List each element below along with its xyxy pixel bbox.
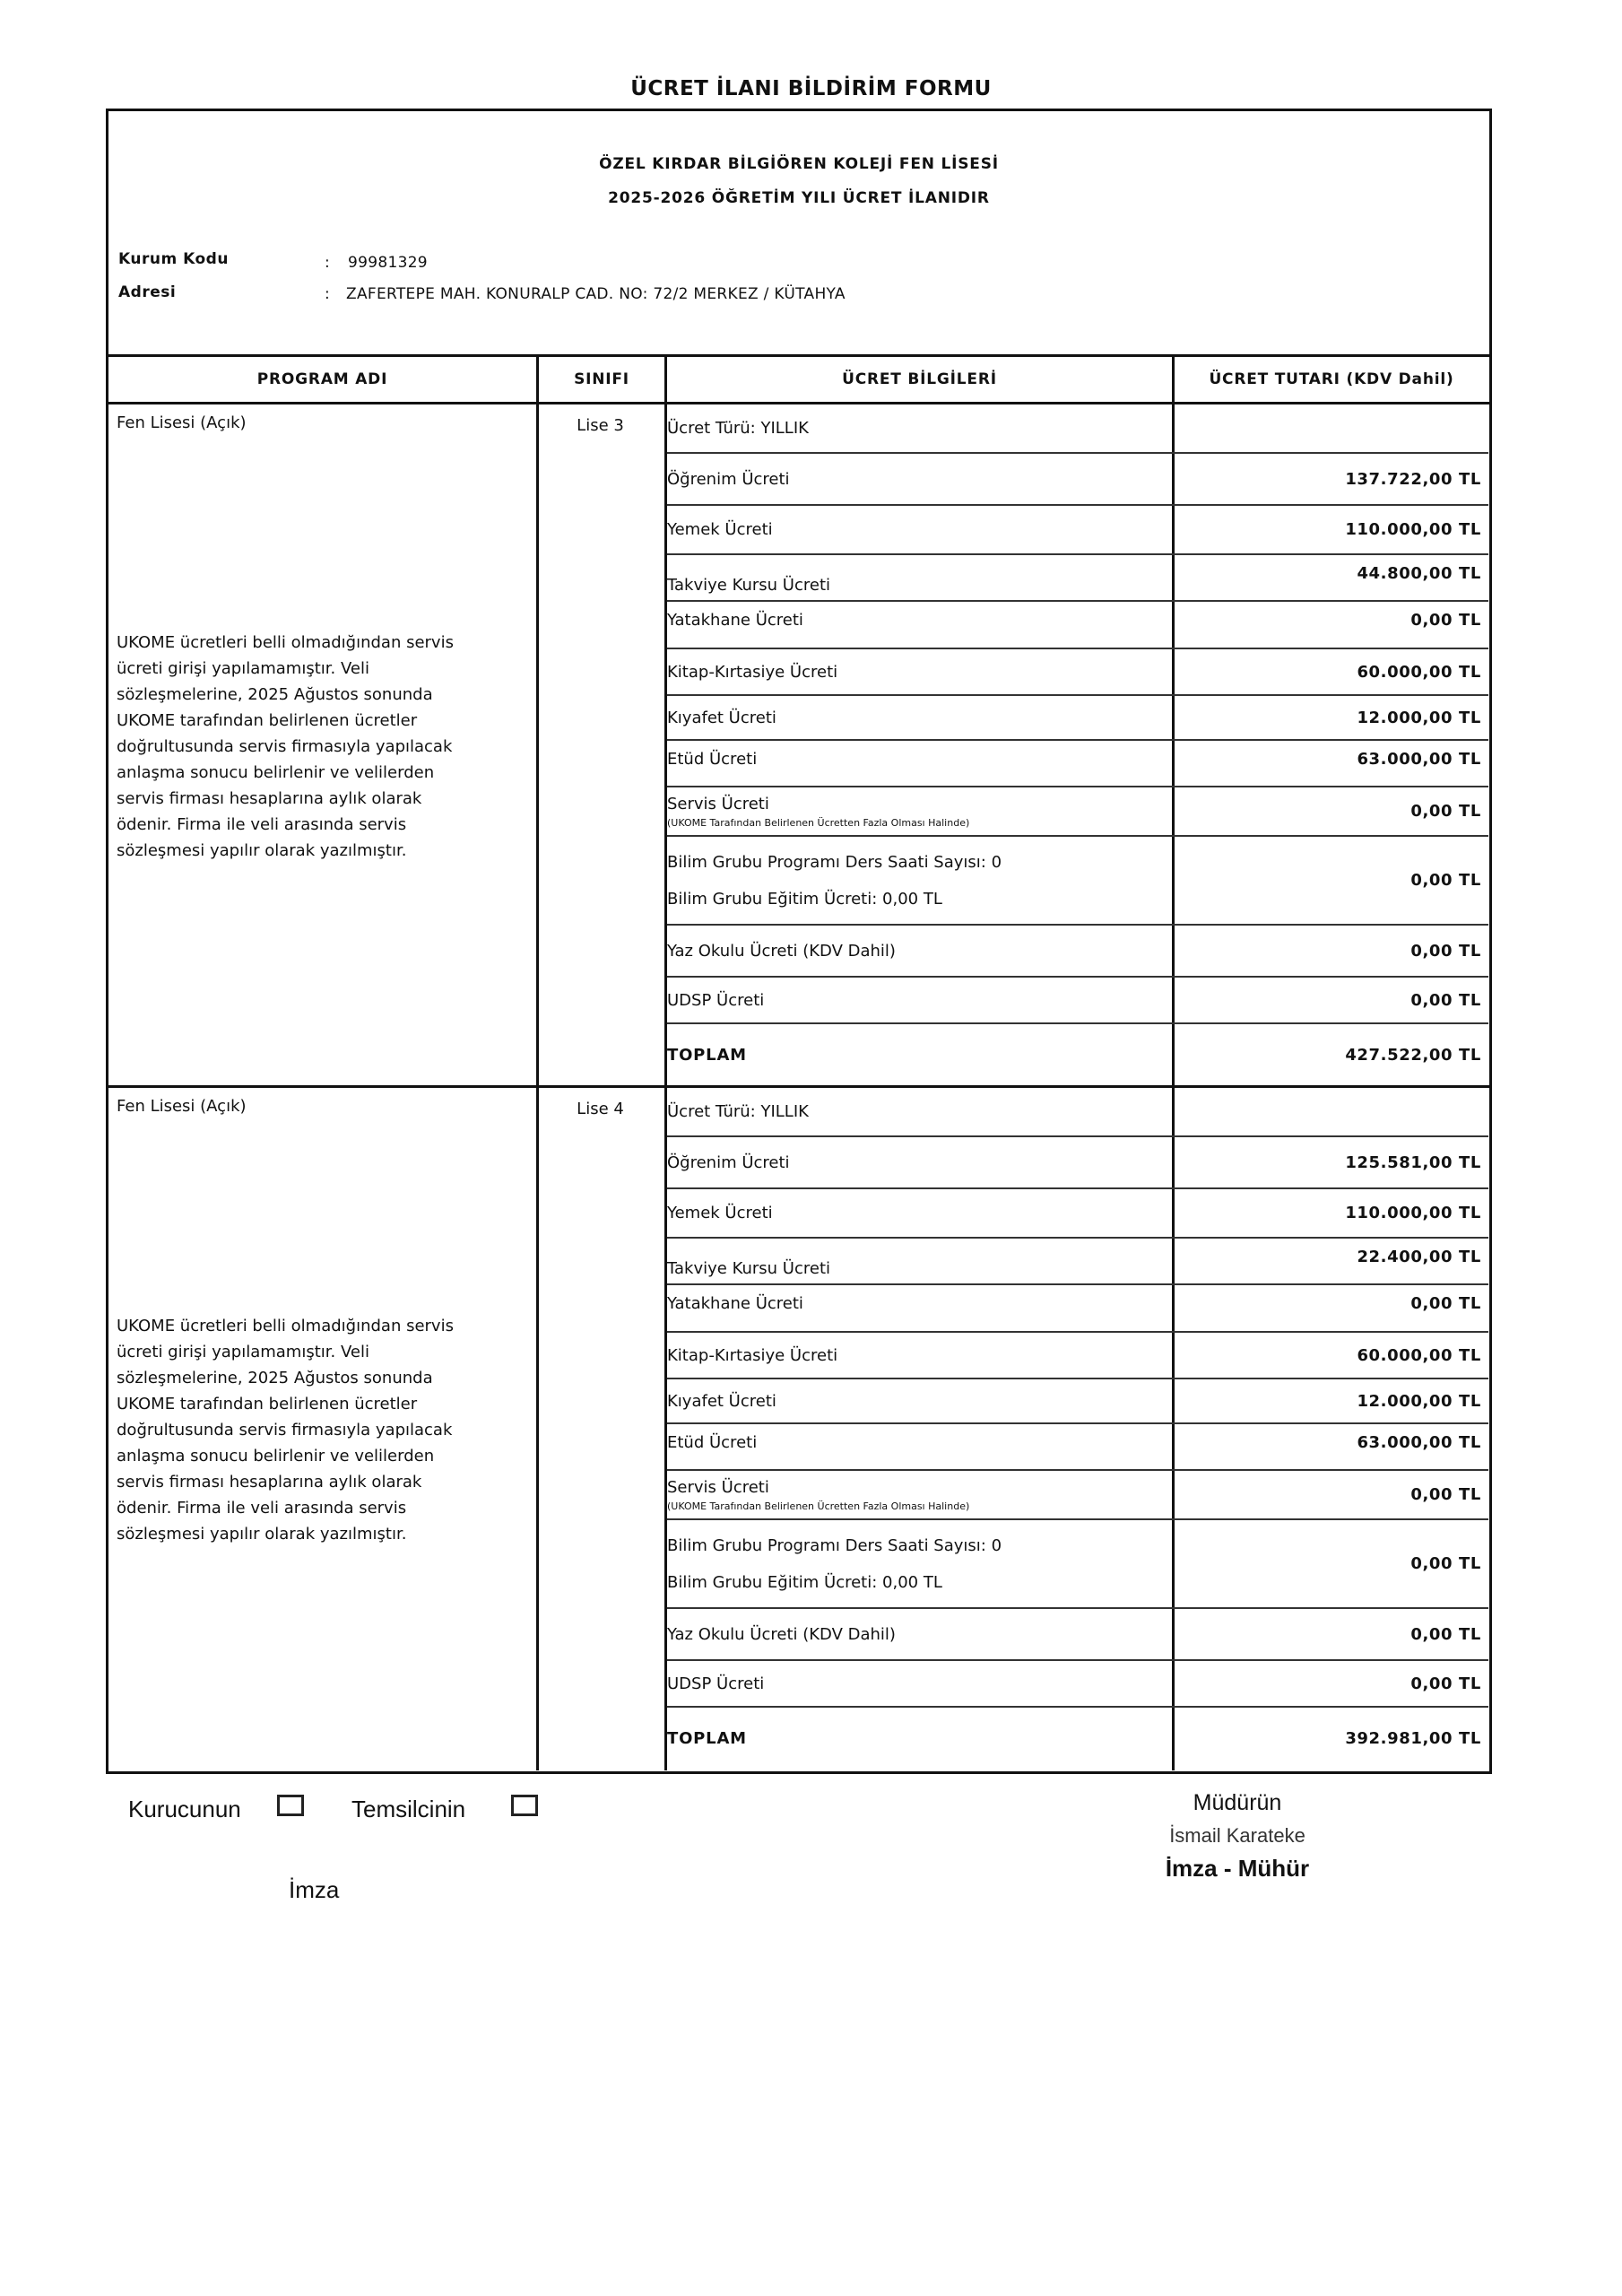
tuition-fee-label: Öğrenim Ücreti bbox=[667, 469, 790, 489]
sign-seal-label: İmza - Mühür bbox=[1165, 1855, 1310, 1882]
tuition-fee-label: Öğrenim Ücreti bbox=[667, 1152, 790, 1172]
program-name: Fen Lisesi (Açık) bbox=[117, 413, 247, 432]
school-name: ÖZEL KIRDAR BİLGİÖREN KOLEJİ FEN LİSESİ bbox=[599, 155, 999, 173]
meal-fee-label: Yemek Ücreti bbox=[667, 520, 773, 539]
udsp-fee-label: UDSP Ücreti bbox=[667, 990, 765, 1010]
address-label: Adresi bbox=[118, 283, 177, 301]
study-fee-amount: 63.000,00 TL bbox=[1357, 749, 1481, 769]
column-divider-1 bbox=[536, 354, 539, 1770]
course-fee-label: Takviye Kursu Ücreti bbox=[667, 575, 831, 595]
uniform-fee-label: Kıyafet Ücreti bbox=[667, 708, 776, 727]
science-group-label: Bilim Grubu Programı Ders Saati Sayısı: 0 Bilim Grubu Eğitim Ücreti: 0,00 TL bbox=[667, 1520, 1169, 1607]
header-program: PROGRAM ADI bbox=[256, 370, 388, 388]
total-label: TOPLAM bbox=[667, 1729, 747, 1748]
total-amount: 392.981,00 TL bbox=[1345, 1729, 1481, 1748]
course-fee-amount: 22.400,00 TL bbox=[1357, 1247, 1481, 1266]
study-fee-label: Etüd Ücreti bbox=[667, 749, 758, 769]
service-fee-note: UKOME ücretleri belli olmadığından servis ücreti girişi yapılamamıştır. Veli sözleşmelerine, 2025 Ağustos sonunda UKOME tarafından belirlenen ücretler doğrultusunda servis firmasıyla yapılacak anlaşma sonucu belirlenir ve velilerden servis firması hesaplarına aylık olarak ödenir. Firma ile veli arasında servis sözleşmesi yapılır olarak yazılmıştır. bbox=[117, 633, 454, 860]
total-label: TOPLAM bbox=[667, 1046, 747, 1065]
service-fee-sublabel: (UKOME Tarafından Belirlenen Ücretten Fazla Olması Halinde) bbox=[667, 1500, 970, 1512]
summer-school-amount: 0,00 TL bbox=[1410, 1624, 1481, 1644]
principal-name: İsmail Karateke bbox=[1169, 1824, 1305, 1847]
dormitory-fee-label: Yatakhane Ücreti bbox=[667, 1293, 803, 1313]
udsp-fee-amount: 0,00 TL bbox=[1410, 990, 1481, 1010]
service-fee-amount: 0,00 TL bbox=[1410, 802, 1481, 821]
dormitory-fee-label: Yatakhane Ücreti bbox=[667, 610, 803, 630]
service-fee-sublabel: (UKOME Tarafından Belirlenen Ücretten Fazla Olması Halinde) bbox=[667, 816, 970, 829]
summer-school-label: Yaz Okulu Ücreti (KDV Dahil) bbox=[667, 1624, 896, 1644]
institution-code-value: 99981329 bbox=[348, 254, 428, 272]
summer-school-label: Yaz Okulu Ücreti (KDV Dahil) bbox=[667, 941, 896, 961]
stationery-fee-amount: 60.000,00 TL bbox=[1357, 662, 1481, 682]
service-fee-amount: 0,00 TL bbox=[1410, 1485, 1481, 1504]
header-fee-info: ÜCRET BİLGİLERİ bbox=[842, 370, 997, 388]
dormitory-fee-amount: 0,00 TL bbox=[1410, 610, 1481, 630]
service-fee-label: Servis Ücreti (UKOME Tarafından Belirlenen Ücretten Fazla Olması Halinde) bbox=[667, 787, 1169, 835]
address-colon: : bbox=[325, 285, 330, 303]
uniform-fee-label: Kıyafet Ücreti bbox=[667, 1391, 776, 1411]
course-fee-label: Takviye Kursu Ücreti bbox=[667, 1258, 831, 1278]
tuition-fee-amount: 125.581,00 TL bbox=[1345, 1152, 1481, 1172]
meal-fee-amount: 110.000,00 TL bbox=[1345, 520, 1481, 539]
stationery-fee-label: Kitap-Kırtasiye Ücreti bbox=[667, 662, 838, 682]
header-class: SINIFI bbox=[574, 370, 629, 388]
fee-type-label: Ücret Türü: YILLIK bbox=[667, 1102, 809, 1121]
class-name: Lise 4 bbox=[577, 1100, 624, 1118]
service-fee-note: UKOME ücretleri belli olmadığından servis ücreti girişi yapılamamıştır. Veli sözleşmelerine, 2025 Ağustos sonunda UKOME tarafından belirlenen ücretler doğrultusunda servis firmasıyla yapılacak anlaşma sonucu belirlenir ve velilerden servis firması hesaplarına aylık olarak ödenir. Firma ile veli arasında servis sözleşmesi yapılır olarak yazılmıştır. bbox=[117, 1317, 454, 1544]
study-fee-amount: 63.000,00 TL bbox=[1357, 1432, 1481, 1452]
column-divider-3 bbox=[1172, 354, 1175, 1770]
meal-fee-label: Yemek Ücreti bbox=[667, 1204, 773, 1222]
institution-code-label: Kurum Kodu bbox=[118, 250, 229, 268]
uniform-fee-amount: 12.000,00 TL bbox=[1357, 708, 1481, 727]
stationery-fee-amount: 60.000,00 TL bbox=[1357, 1345, 1481, 1365]
udsp-fee-label: UDSP Ücreti bbox=[667, 1674, 765, 1693]
dormitory-fee-amount: 0,00 TL bbox=[1410, 1293, 1481, 1313]
announcement-title: 2025-2026 ÖĞRETİM YILI ÜCRET İLANIDIR bbox=[608, 189, 990, 207]
fee-type-amount bbox=[1176, 1088, 1481, 1135]
representative-label: Temsilcinin bbox=[351, 1796, 466, 1822]
science-group-amount: 0,00 TL bbox=[1410, 871, 1481, 890]
class-name: Lise 3 bbox=[577, 416, 624, 435]
principal-label: Müdürün bbox=[1193, 1790, 1282, 1815]
stationery-fee-label: Kitap-Kırtasiye Ücreti bbox=[667, 1345, 838, 1365]
udsp-fee-amount: 0,00 TL bbox=[1410, 1674, 1481, 1693]
signature-label: İmza bbox=[289, 1876, 340, 1903]
science-group-amount: 0,00 TL bbox=[1410, 1554, 1481, 1573]
meal-fee-amount: 110.000,00 TL bbox=[1345, 1204, 1481, 1222]
form-title: ÜCRET İLANI BİLDİRİM FORMU bbox=[630, 77, 992, 100]
course-fee-amount: 44.800,00 TL bbox=[1357, 563, 1481, 583]
fee-type-label: Ücret Türü: YILLIK bbox=[667, 419, 809, 438]
founder-label: Kurucunun bbox=[128, 1796, 241, 1822]
fee-type-amount bbox=[1176, 404, 1481, 452]
header-fee-amount: ÜCRET TUTARI (KDV Dahil) bbox=[1209, 370, 1454, 388]
tuition-fee-amount: 137.722,00 TL bbox=[1345, 469, 1481, 489]
science-group-label: Bilim Grubu Programı Ders Saati Sayısı: 0 Bilim Grubu Eğitim Ücreti: 0,00 TL bbox=[667, 837, 1169, 924]
study-fee-label: Etüd Ücreti bbox=[667, 1432, 758, 1452]
program-name: Fen Lisesi (Açık) bbox=[117, 1097, 247, 1116]
service-fee-label: Servis Ücreti (UKOME Tarafından Belirlenen Ücretten Fazla Olması Halinde) bbox=[667, 1471, 1169, 1518]
founder-checkbox[interactable] bbox=[277, 1795, 304, 1816]
science-group-fee: Bilim Grubu Eğitim Ücreti: 0,00 TL bbox=[667, 889, 942, 909]
total-amount: 427.522,00 TL bbox=[1345, 1046, 1481, 1065]
science-group-fee: Bilim Grubu Eğitim Ücreti: 0,00 TL bbox=[667, 1572, 942, 1592]
institution-code-colon: : bbox=[325, 254, 330, 272]
summer-school-amount: 0,00 TL bbox=[1410, 941, 1481, 961]
address-value: ZAFERTEPE MAH. KONURALP CAD. NO: 72/2 MERKEZ / KÜTAHYA bbox=[346, 285, 846, 303]
uniform-fee-amount: 12.000,00 TL bbox=[1357, 1391, 1481, 1411]
representative-checkbox[interactable] bbox=[511, 1795, 538, 1816]
